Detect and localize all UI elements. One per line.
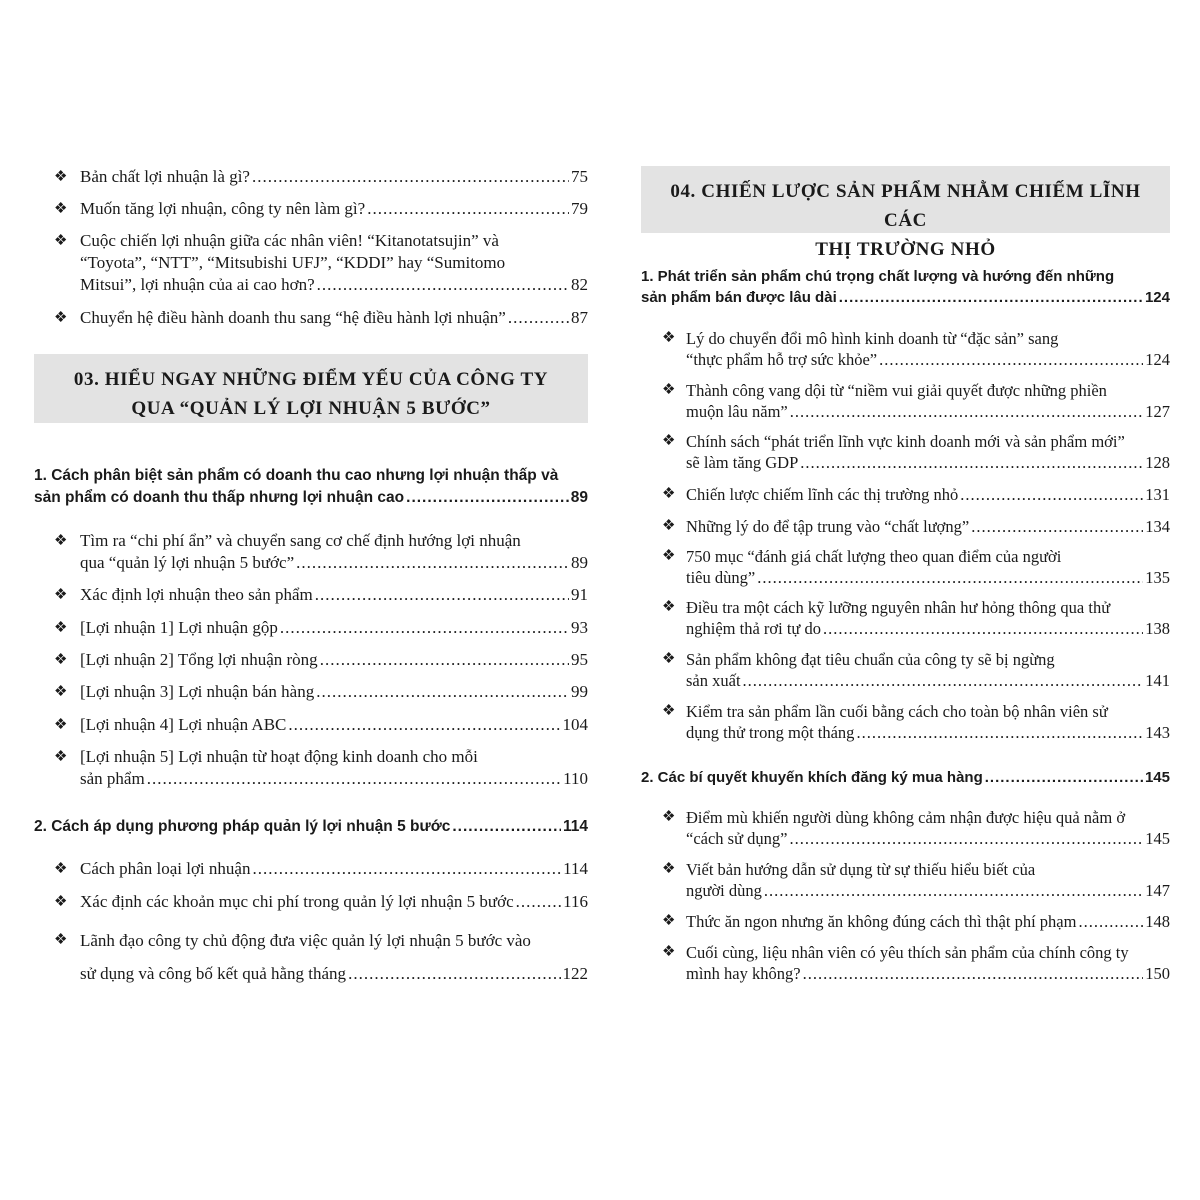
diamond-bullet-icon: ❖: [662, 548, 676, 564]
toc-line: [686, 722, 1170, 743]
page-number: 75: [571, 167, 588, 186]
toc-line: [80, 198, 588, 220]
page-number: 135: [1145, 568, 1170, 587]
toc-line: [686, 431, 1170, 452]
toc-line: [80, 891, 588, 913]
page-number: 93: [571, 618, 588, 637]
toc-line: [80, 649, 588, 671]
toc-entry-text: Lãnh đạo công ty chủ động đưa việc quản lý lợi nhuận 5 bước vào: [80, 931, 531, 950]
toc-line: [686, 701, 1170, 722]
toc-entry[interactable]: [641, 484, 1170, 505]
toc-entry[interactable]: [641, 649, 1170, 691]
dot-leader: [317, 274, 569, 296]
toc-line: [80, 924, 588, 957]
toc-entry-text: qua “quản lý lợi nhuận 5 bước”: [80, 553, 295, 572]
diamond-bullet-icon: ❖: [54, 684, 68, 700]
dot-leader: [800, 452, 1143, 473]
toc-entry-text: [Lợi nhuận 1] Lợi nhuận gộp: [80, 618, 278, 637]
toc-entry-text: Điều tra một cách kỹ lưỡng nguyên nhân hư hỏng thông qua thử: [686, 598, 1111, 617]
toc-entry-text: [Lợi nhuận 2] Tổng lợi nhuận ròng: [80, 650, 318, 669]
toc-line: [80, 274, 588, 296]
chapter-heading[interactable]: [34, 354, 588, 423]
toc-line: [80, 681, 588, 703]
toc-entry-text: Xác định lợi nhuận theo sản phẩm: [80, 585, 313, 604]
diamond-bullet-icon: ❖: [662, 382, 676, 398]
toc-line: [686, 807, 1170, 828]
page-number: 131: [1145, 485, 1170, 504]
toc-entry[interactable]: [641, 380, 1170, 422]
toc-entry-text: Viết bản hướng dẫn sử dụng từ sự thiếu hiểu biết của: [686, 860, 1036, 879]
toc-line: [80, 957, 588, 990]
toc-entry-text: Điểm mù khiến người dùng không cảm nhận được hiệu quả nằm ở: [686, 808, 1126, 827]
toc-entry-text: Xác định các khoản mục chi phí trong quản lý lợi nhuận 5 bước: [80, 892, 514, 911]
diamond-bullet-icon: ❖: [54, 310, 68, 326]
toc-entry-text: sản phẩm: [80, 769, 145, 788]
toc-entry[interactable]: [34, 714, 588, 736]
toc-entry-text: Cuối cùng, liệu nhân viên có yêu thích sản phẩm của chính công ty: [686, 943, 1129, 962]
toc-entry-text: Kiểm tra sản phẩm lần cuối bằng cách cho toàn bộ nhân viên sử: [686, 702, 1108, 721]
diamond-bullet-icon: ❖: [662, 651, 676, 667]
chapter-heading-line: THỊ TRƯỜNG NHỎ: [815, 239, 996, 260]
toc-line: [686, 328, 1170, 349]
dot-leader: [971, 516, 1143, 537]
toc-line: [686, 911, 1170, 932]
page-number: 145: [1145, 829, 1170, 848]
toc-line: [686, 618, 1170, 639]
toc-entry[interactable]: [34, 746, 588, 790]
toc-entry[interactable]: [641, 859, 1170, 901]
page-number: 91: [571, 585, 588, 604]
dot-leader: [516, 891, 561, 913]
dot-leader: [985, 767, 1143, 788]
toc-entry-text: Chính sách “phát triển lĩnh vực kinh doanh mới và sản phẩm mới”: [686, 432, 1125, 451]
dot-leader: [856, 722, 1143, 743]
toc-entry[interactable]: [34, 617, 588, 639]
toc-entry[interactable]: [34, 307, 588, 329]
toc-line: [34, 816, 588, 838]
toc-entry[interactable]: [641, 942, 1170, 984]
diamond-bullet-icon: ❖: [54, 169, 68, 185]
dot-leader: [1078, 911, 1143, 932]
dot-leader: [367, 198, 569, 220]
toc-line: [80, 230, 588, 252]
toc-entry[interactable]: [34, 198, 588, 220]
toc-entry-text: Chuyển hệ điều hành doanh thu sang “hệ điều hành lợi nhuận”: [80, 308, 506, 327]
toc-line: [80, 746, 588, 768]
toc-entry[interactable]: [641, 431, 1170, 473]
toc-line: [80, 530, 588, 552]
chapter-heading-line: 04. CHIẾN LƯỢC SẢN PHẨM NHẰM CHIẾM LĨNH CÁC: [670, 181, 1141, 231]
diamond-bullet-icon: ❖: [54, 652, 68, 668]
diamond-bullet-icon: ❖: [54, 749, 68, 765]
diamond-bullet-icon: ❖: [662, 486, 676, 502]
diamond-bullet-icon: ❖: [54, 620, 68, 636]
toc-line: [686, 597, 1170, 618]
toc-entry-text: Sản phẩm không đạt tiêu chuẩn của công ty sẽ bị ngừng: [686, 650, 1055, 669]
toc-entry-text: Mitsui”, lợi nhuận của ai cao hơn?: [80, 275, 315, 294]
diamond-bullet-icon: ❖: [662, 433, 676, 449]
toc-line: [641, 767, 1170, 788]
toc-entry-text: dụng thử trong một tháng: [686, 723, 855, 742]
page-number: 82: [571, 275, 588, 294]
toc-line: [686, 649, 1170, 670]
toc-entry[interactable]: [641, 911, 1170, 932]
toc-entry[interactable]: [34, 166, 588, 188]
dot-leader: [960, 484, 1143, 505]
toc-entry-text: “cách sử dụng”: [686, 829, 788, 848]
page-number: 95: [571, 650, 588, 669]
page-number: 114: [562, 818, 588, 835]
toc-entry-text: Lý do chuyển đổi mô hình kinh doanh từ “đặc sản” sang: [686, 329, 1059, 348]
toc-entry-text: sẽ làm tăng GDP: [686, 453, 799, 472]
toc-entry[interactable]: [641, 701, 1170, 743]
toc-entry[interactable]: [34, 230, 588, 296]
toc-entry-text: [Lợi nhuận 5] Lợi nhuận từ hoạt động kinh doanh cho mỗi: [80, 747, 478, 766]
diamond-bullet-icon: ❖: [54, 894, 68, 910]
dot-leader: [452, 816, 561, 838]
dot-leader: [252, 166, 569, 188]
dot-leader: [839, 287, 1143, 308]
diamond-bullet-icon: ❖: [662, 861, 676, 877]
toc-entry-text: 750 mục “đánh giá chất lượng theo quan điểm của người: [686, 547, 1062, 566]
page-number: 124: [1145, 350, 1170, 369]
toc-entry-text: [Lợi nhuận 3] Lợi nhuận bán hàng: [80, 682, 315, 701]
toc-line: [686, 670, 1170, 691]
toc-entry[interactable]: [34, 891, 588, 913]
toc-line: [686, 859, 1170, 880]
dot-leader: [789, 828, 1143, 849]
dot-leader: [316, 681, 569, 703]
dot-leader: [147, 768, 561, 790]
dot-leader: [743, 670, 1144, 691]
toc-entry[interactable]: [641, 328, 1170, 370]
dot-leader: [764, 880, 1143, 901]
toc-entry-text: Muốn tăng lợi nhuận, công ty nên làm gì?: [80, 199, 366, 218]
toc-entry[interactable]: [34, 649, 588, 671]
toc-line: [80, 584, 588, 606]
toc-line: [686, 942, 1170, 963]
diamond-bullet-icon: ❖: [54, 201, 68, 217]
page-number: 138: [1145, 619, 1170, 638]
toc-line: [686, 484, 1170, 505]
toc-entry-text: “thực phẩm hỗ trợ sức khỏe”: [686, 350, 878, 369]
toc-entry-text: muộn lâu năm”: [686, 402, 788, 421]
diamond-bullet-icon: ❖: [54, 533, 68, 549]
toc-line: [686, 546, 1170, 567]
toc-entry-text: tiêu dùng”: [686, 568, 756, 587]
page-number: 99: [571, 682, 588, 701]
toc-entry-text: Những lý do để tập trung vào “chất lượng”: [686, 517, 970, 536]
page-number: 89: [571, 553, 588, 572]
page-number: 148: [1145, 912, 1170, 931]
toc-line: [686, 401, 1170, 422]
page-number: 145: [1144, 769, 1170, 786]
page-number: 141: [1145, 671, 1170, 690]
diamond-bullet-icon: ❖: [662, 330, 676, 346]
toc-entry[interactable]: [641, 597, 1170, 639]
chapter-heading-line: 03. HIỂU NGAY NHỮNG ĐIỂM YẾU CỦA CÔNG TY: [73, 369, 549, 390]
toc-entry[interactable]: [34, 530, 588, 574]
toc-entry-text: người dùng: [686, 881, 762, 900]
toc-line: [686, 380, 1170, 401]
page-number: 104: [562, 715, 588, 734]
toc-line: [80, 166, 588, 188]
toc-entry-text: 2. Cách áp dụng phương pháp quản lý lợi nhuận 5 bước: [34, 818, 451, 835]
toc-line: [641, 287, 1170, 308]
page-number: 79: [571, 199, 588, 218]
diamond-bullet-icon: ❖: [54, 932, 68, 948]
toc-entry-text: sử dụng và công bố kết quả hằng tháng: [80, 964, 347, 983]
dot-leader: [288, 714, 560, 736]
toc-entry-text: Thức ăn ngon nhưng ăn không đúng cách thì thật phí phạm: [686, 912, 1077, 931]
toc-line: [686, 349, 1170, 370]
diamond-bullet-icon: ❖: [662, 809, 676, 825]
diamond-bullet-icon: ❖: [54, 861, 68, 877]
toc-entry-text: Chiến lược chiếm lĩnh các thị trường nhỏ: [686, 485, 959, 504]
toc-entry-text: Cuộc chiến lợi nhuận giữa các nhân viên! “Kitanotatsujin” và: [80, 231, 499, 250]
toc-line: [80, 252, 588, 274]
page-number: 128: [1145, 453, 1170, 472]
toc-entry-text: mình hay không?: [686, 964, 801, 983]
dot-leader: [252, 858, 561, 880]
dot-leader: [280, 617, 569, 639]
toc-entry[interactable]: [641, 807, 1170, 849]
toc-line: [686, 880, 1170, 901]
diamond-bullet-icon: ❖: [662, 913, 676, 929]
page-number: 124: [1144, 289, 1170, 306]
toc-entry-text: Cách phân loại lợi nhuận: [80, 859, 251, 878]
toc-entry-text: sản phẩm có doanh thu thấp nhưng lợi nhuận cao: [34, 489, 405, 506]
dot-leader: [508, 307, 569, 329]
page-number: 143: [1145, 723, 1170, 742]
page-number: 147: [1145, 881, 1170, 900]
subsection-heading[interactable]: [641, 767, 1170, 788]
dot-leader: [879, 349, 1143, 370]
diamond-bullet-icon: ❖: [662, 703, 676, 719]
diamond-bullet-icon: ❖: [662, 599, 676, 615]
toc-entry[interactable]: [34, 681, 588, 703]
toc-entry-text: sản phẩm bán được lâu dài: [641, 289, 837, 306]
toc-line: [686, 567, 1170, 588]
toc-entry[interactable]: [34, 924, 588, 990]
toc-line: [686, 963, 1170, 984]
dot-leader: [757, 567, 1143, 588]
toc-line: [80, 307, 588, 329]
toc-entry-text: sản xuất: [686, 671, 741, 690]
dot-leader: [315, 584, 569, 606]
page-number: 110: [563, 769, 588, 788]
toc-entry[interactable]: [641, 546, 1170, 588]
toc-entry[interactable]: [34, 858, 588, 880]
subsection-heading[interactable]: [34, 465, 588, 509]
diamond-bullet-icon: ❖: [54, 717, 68, 733]
toc-entry-text: [Lợi nhuận 4] Lợi nhuận ABC: [80, 715, 287, 734]
diamond-bullet-icon: ❖: [662, 518, 676, 534]
chapter-heading-line: QUA “QUẢN LÝ LỢI NHUẬN 5 BƯỚC”: [131, 398, 491, 419]
dot-leader: [320, 649, 569, 671]
page-number: 114: [563, 859, 588, 878]
dot-leader: [823, 618, 1143, 639]
dot-leader: [790, 401, 1144, 422]
toc-line: [80, 858, 588, 880]
dot-leader: [406, 487, 569, 509]
toc-line: [686, 452, 1170, 473]
page-number: 87: [571, 308, 588, 327]
toc-entry[interactable]: [641, 516, 1170, 537]
toc-entry-text: “Toyota”, “NTT”, “Mitsubishi UFJ”, “KDDI” hay “Sumitomo: [80, 253, 506, 272]
subsection-heading-line: 1. Phát triển sản phẩm chú trọng chất lượng và hướng đến những: [641, 268, 1115, 285]
toc-entry-text: Tìm ra “chi phí ẩn” và chuyển sang cơ chế định hướng lợi nhuận: [80, 531, 521, 550]
toc-entry[interactable]: [34, 584, 588, 606]
page-number: 127: [1145, 402, 1170, 421]
diamond-bullet-icon: ❖: [662, 944, 676, 960]
page-number: 122: [562, 964, 588, 983]
page-number: 116: [563, 892, 588, 911]
toc-entry-text: nghiệm thả rơi tự do: [686, 619, 821, 638]
toc-line: [34, 487, 588, 509]
toc-line: [80, 768, 588, 790]
toc-line: [80, 714, 588, 736]
toc-entry-text: 2. Các bí quyết khuyến khích đăng ký mua hàng: [641, 769, 983, 786]
chapter-heading[interactable]: [641, 166, 1170, 260]
toc-line: [686, 828, 1170, 849]
toc-line: [686, 516, 1170, 537]
diamond-bullet-icon: ❖: [54, 233, 68, 249]
dot-leader: [348, 957, 560, 990]
subsection-heading[interactable]: [34, 816, 588, 838]
toc-line: [80, 552, 588, 574]
subsection-heading[interactable]: [641, 266, 1170, 308]
dot-leader: [803, 963, 1144, 984]
toc-entry-text: Thành công vang dội từ “niềm vui giải quyết được những phiền: [686, 381, 1107, 400]
subsection-heading-line: 1. Cách phân biệt sản phẩm có doanh thu cao nhưng lợi nhuận thấp và: [34, 467, 559, 484]
page-number: 134: [1145, 517, 1170, 536]
page-number: 89: [570, 489, 588, 506]
page-number: 150: [1145, 964, 1170, 983]
toc-line: [80, 617, 588, 639]
dot-leader: [296, 552, 569, 574]
toc-entry-text: Bản chất lợi nhuận là gì?: [80, 167, 250, 186]
diamond-bullet-icon: ❖: [54, 587, 68, 603]
